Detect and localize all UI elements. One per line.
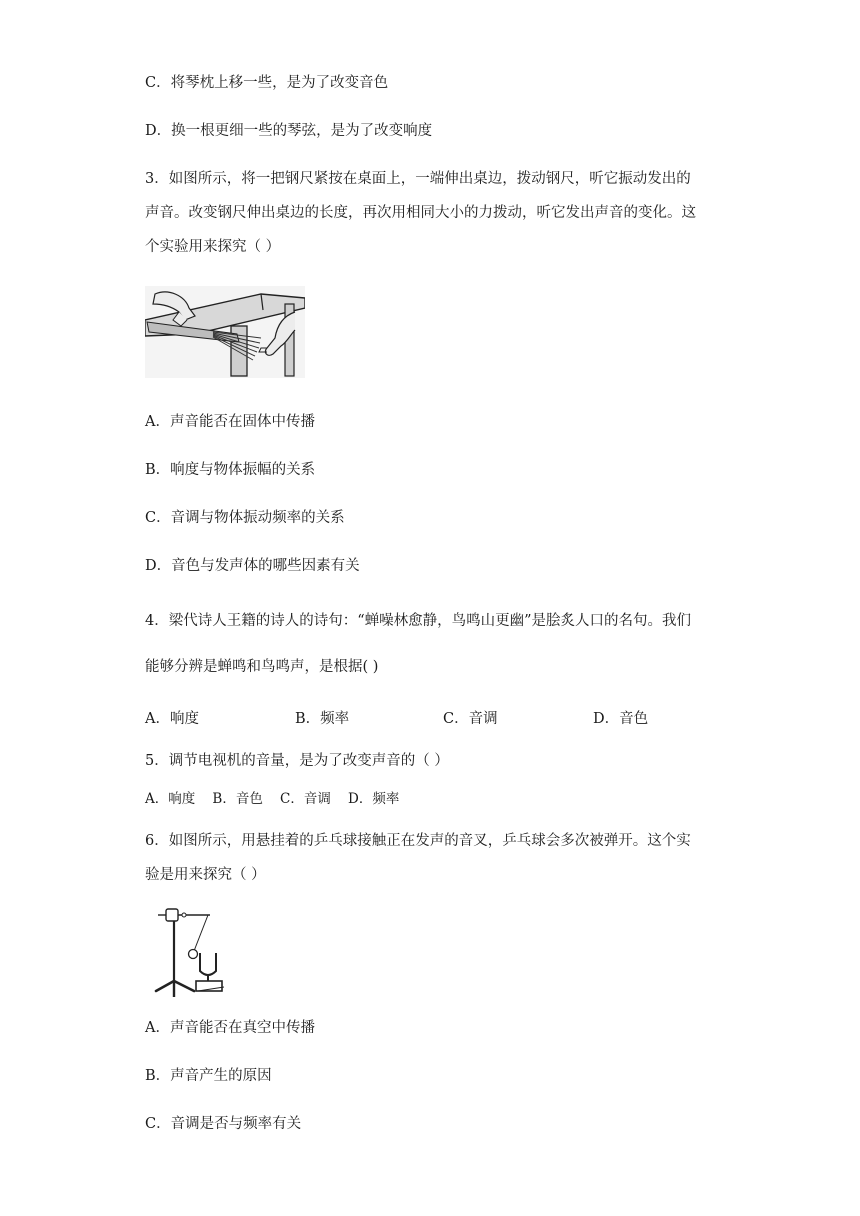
q4-stem-line-1: 4．梁代诗人王籍的诗人的诗句：“蝉噪林愈静，鸟鸣山更幽”是脍炙人口的名句。我们 (145, 613, 692, 629)
q3-option-a: A．声音能否在固体中传播 (145, 414, 315, 430)
q3-option-c: C．音调与物体振动频率的关系 (145, 510, 345, 526)
q2-option-c: C．将琴枕上移一些，是为了改变音色 (145, 75, 389, 91)
q6-stem-line-2: 验是用来探究（ ） (145, 867, 266, 883)
q4-option-a: A．响度 (145, 711, 199, 727)
q6-stem-line-1: 6．如图所示，用悬挂着的乒乓球接触正在发声的音叉，乒乓球会多次被弹开。这个实 (145, 833, 691, 849)
tuning-fork-pingpong-figure (150, 905, 230, 997)
q3-option-d: D．音色与发声体的哪些因素有关 (145, 558, 360, 574)
q3-option-b: B．响度与物体振幅的关系 (145, 462, 316, 478)
q2-option-d: D．换一根更细一些的琴弦，是为了改变响度 (145, 123, 433, 139)
ruler-on-table-figure (145, 286, 305, 378)
q6-option-a: A．声音能否在真空中传播 (145, 1020, 315, 1036)
q3-stem-line-2: 声音。改变钢尺伸出桌边的长度，再次用相同大小的力拨动，听它发出声音的变化。这 (145, 205, 696, 221)
q4-option-d: D．音色 (593, 711, 649, 727)
q5-stem: 5．调节电视机的音量，是为了改变声音的（ ） (145, 753, 449, 769)
q6-option-b: B．声音产生的原因 (145, 1068, 272, 1084)
q3-stem-line-1: 3．如图所示，将一把钢尺紧按在桌面上，一端伸出桌边，拨动钢尺，听它振动发出的 (145, 171, 691, 187)
q4-option-b: B．频率 (295, 711, 350, 727)
q6-option-c: C．音调是否与频率有关 (145, 1116, 302, 1132)
q4-options-row (145, 709, 745, 729)
q4-stem-line-2: 能够分辨是蝉鸣和鸟鸣声，是根据( ) (145, 659, 379, 675)
q5-options: A．响度 B．音色 C．音调 D．频率 (145, 791, 400, 807)
q3-stem-line-3: 个实验用来探究（ ） (145, 239, 281, 255)
q4-option-c: C．音调 (443, 711, 498, 727)
